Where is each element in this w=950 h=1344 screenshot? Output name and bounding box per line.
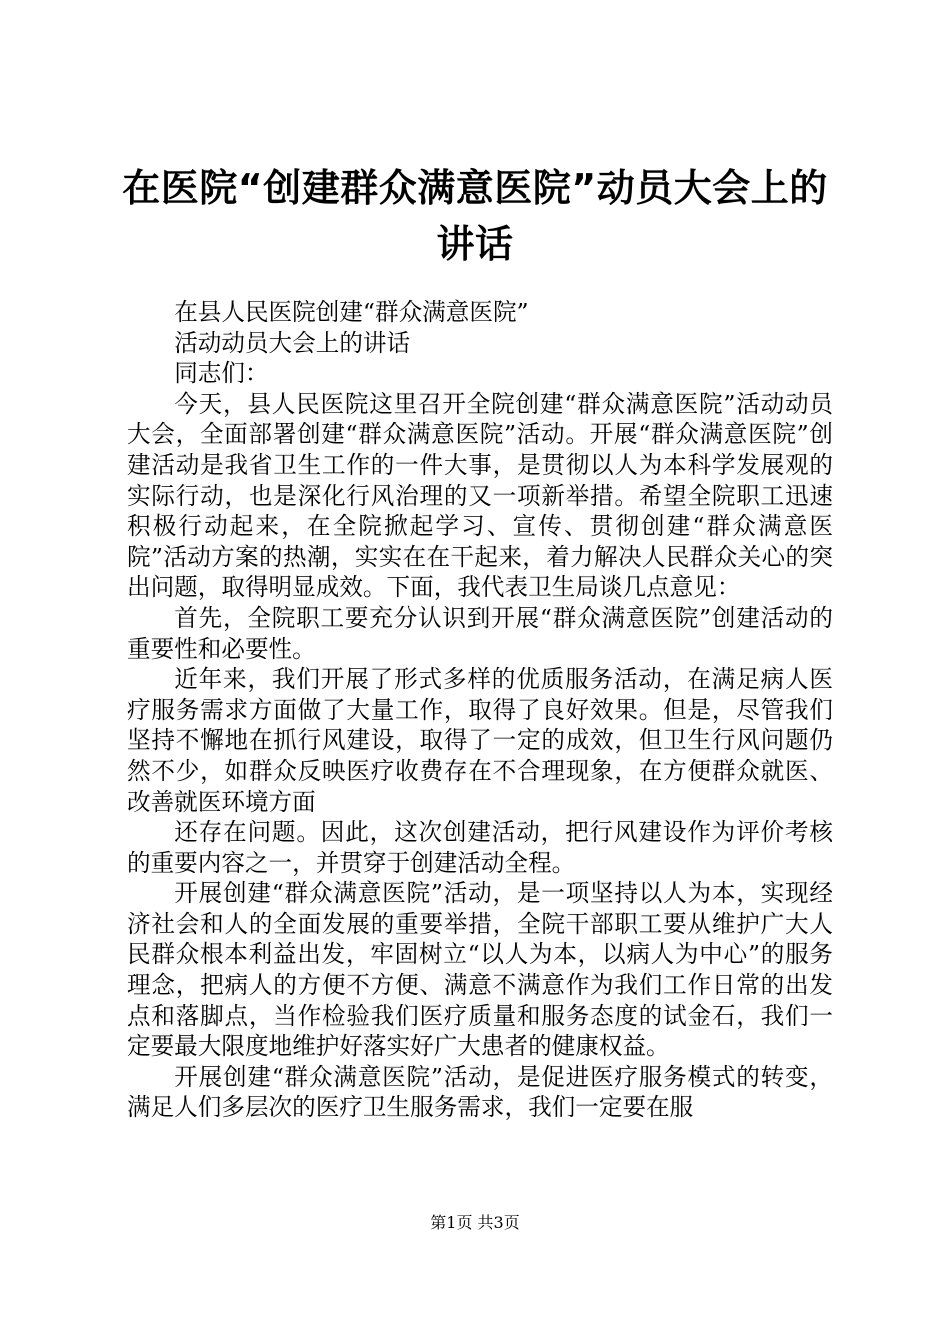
paragraph: 开展创建“群众满意医院”活动，是促进医疗服务模式的转变，满足人们多层次的医疗卫生服务需求，我们一定要在服 bbox=[127, 1062, 833, 1122]
document-body bbox=[127, 297, 833, 1123]
paragraph-subtitle-line-2: 活动动员大会上的讲话 bbox=[174, 328, 411, 357]
paragraph-subtitle-line-1: 在县人民医院创建“群众满意医院” bbox=[174, 298, 529, 326]
paragraph: 今天，县人民医院这里召开全院创建“群众满意医院”活动动员大会，全面部署创建“群众满意医院”活动。开展“群众满意医院”创建活动是我省卫生工作的一件大事，是贯彻以人为本科学发展观的实际行动，也是深化行风治理的又一项新举措。希望全院职工迅速积极行动起来，在全院掀起学习、宣传、贯彻创建“群众满意医院”活动方案的热潮，实实在在干起来，着力解决人民群众关心的突出问题，取得明显成效。下面，我代表卫生局谈几点意见： bbox=[127, 389, 833, 602]
paragraph: 还存在问题。因此，这次创建活动，把行风建设作为评价考核的重要内容之一，并贯穿于创建活动全程。 bbox=[127, 818, 833, 877]
paragraph: 近年来，我们开展了形式多样的优质服务活动，在满足病人医疗服务需求方面做了大量工作，取得了良好效果。但是，尽管我们坚持不懈地在抓行风建设，取得了一定的成效，但卫生行风问题仍然不少，如群众反映医疗收费存在不合理现象，在方便群众就医、改善就医环境方面 bbox=[127, 665, 833, 816]
document-title: 在医院“创建群众满意医院”动员大会上的讲话 bbox=[122, 166, 828, 266]
paragraph: 开展创建“群众满意医院”活动，是一项坚持以人为本，实现经济社会和人的全面发展的重要举措，全院干部职工要从维护广大人民群众根本利益出发，牢固树立“以人为本，以病人为中心”的服务理念，把病人的方便不方便、满意不满意作为我们工作日常的出发点和落脚点，当作检验我们医疗质量和服务态度的试金石，我们一定要最大限度地维护好落实好广大患者的健康权益。 bbox=[127, 879, 833, 1061]
paragraph-salutation: 同志们： bbox=[174, 359, 269, 388]
paragraph: 首先，全院职工要充分认识到开展“群众满意医院”创建活动的重要性和必要性。 bbox=[127, 603, 833, 663]
page-number-footer: 第1页 共3页 bbox=[430, 1213, 520, 1232]
